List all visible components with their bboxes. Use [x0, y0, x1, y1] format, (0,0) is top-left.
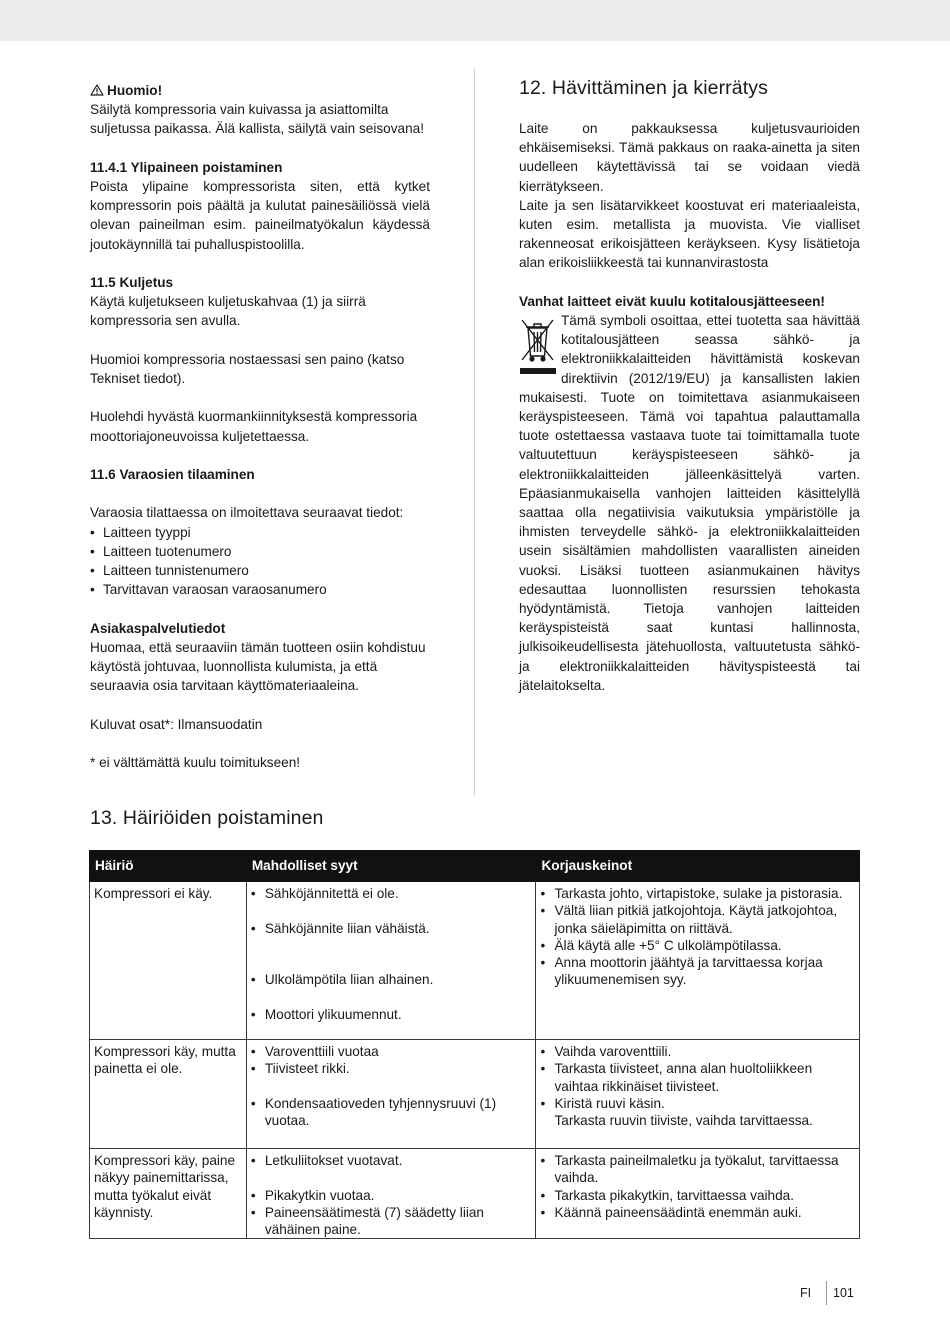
cause-item: • Sähköjännite liian vähäistä. — [251, 920, 532, 937]
section-13-title: 13. Häiriöiden poistaminen — [90, 807, 324, 829]
top-bar — [0, 0, 950, 41]
remedy-item: • Tarkasta tiivisteet, anna alan huoltoliikkeen vaihtaa rikkinäiset tiivisteet. — [540, 1060, 855, 1095]
section-11-4-1-text: Poista ylipaine kompressorista siten, että kytket kompressorin pois päältä ja kulutat painesäiliössä vielä olevan paineilman esim. paineilmatyökalun käydessä joutokäynnillä tai puhalluspistoolilla. — [90, 179, 430, 252]
service-info-text: Huomaa, että seuraaviin tämän tuotteen osiin kohdistuu käytöstä johtuvaa, luonnollista kulumista, ja että seuraavia osia tarvitaan käyttömateriaaleina. — [90, 639, 426, 694]
section-11-5-text-2: Huomioi kompressoria nostaessasi sen paino (katso Tekniset tiedot). — [90, 351, 405, 386]
section-12-title: 12. Hävittäminen ja kierrätys — [519, 77, 768, 99]
service-info — [90, 619, 430, 696]
remedy-item: • Älä käytä alle +5° C ulkolämpötilassa. — [540, 937, 855, 954]
column-header-remedies: Korjauskeinot — [536, 851, 860, 882]
spacer — [251, 1169, 532, 1186]
service-info-title: Asiakaspalvelutiedot — [90, 620, 226, 636]
spare-parts-list — [90, 523, 430, 600]
section-11-6 — [90, 503, 430, 599]
causes-cell — [246, 882, 536, 1040]
wear-parts: Kuluvat osat*: Ilmansuodatin — [90, 716, 263, 732]
table-header-row — [90, 851, 860, 882]
spacer — [251, 902, 532, 919]
cause-item: • Sähköjännitettä ei ole. — [251, 885, 532, 902]
warning-text: Säilytä kompressoria vain kuivassa ja asiattomilta suljetussa paikassa. Älä kallista, säilytä vain seisovana! — [90, 102, 424, 137]
spacer — [251, 1078, 532, 1095]
list-item: • Laitteen tunnistenumero — [90, 561, 430, 580]
causes-cell — [246, 1149, 536, 1239]
old-devices-title: Vanhat laitteet eivät kuulu kotitalousjätteeseen! — [519, 293, 825, 309]
remedy-item: • Anna moottorin jäähtyä ja tarvittaessa korjaa ylikuumenemisen syy. — [540, 954, 855, 989]
right-column — [519, 74, 860, 695]
remedy-item: • Tarkasta johto, virtapistoke, sulake ja pistorasia. — [540, 885, 855, 902]
section-11-4-1 — [90, 158, 430, 254]
section-11-5 — [90, 273, 430, 331]
footnote: * ei välttämättä kuulu toimitukseen! — [90, 754, 301, 770]
cause-item: • Varoventtiili vuotaa — [251, 1043, 532, 1060]
spacer — [251, 989, 532, 1006]
remedy-item-continued: Tarkasta ruuvin tiiviste, vaihda tarvittaessa. — [554, 1113, 813, 1129]
warning-heading — [90, 81, 430, 100]
cause-item: • Tiivisteet rikki. — [251, 1060, 532, 1077]
section-11-4-1-title: 11.4.1 Ylipaineen poistaminen — [90, 159, 283, 175]
section-11-5-title: 11.5 Kuljetus — [90, 275, 174, 290]
causes-cell — [246, 1040, 536, 1149]
section-12-text-1: Laite on pakkauksessa kuljetusvaurioiden ehkäisemiseksi. Tämä pakkaus on raaka-ainetta ja siten uudelleen käytettävissä tai se voidaan viedä kierrätykseen. — [519, 121, 860, 194]
column-divider — [474, 68, 475, 796]
troubleshooting-table — [89, 850, 860, 1239]
section-12-text-2: Laite ja sen lisätarvikkeet koostuvat eri materiaaleista, kuten esim. metallista ja muovista. Vie vialliset rakenneosat erikoisjätteen keräykseen. Kysy lisätietoja alan erikoisliikkeestä tai kunnanvirastosta — [519, 197, 860, 271]
left-column — [90, 81, 430, 772]
warning-title: Huomio! — [107, 83, 163, 98]
spacer — [251, 937, 532, 972]
remedy-item: • Kiristä ruuvi käsin. — [540, 1095, 855, 1112]
section-11-5-text-1: Käytä kuljetukseen kuljetuskahvaa (1) ja siirrä kompressoria sen avulla. — [90, 294, 366, 329]
cause-item: • Letkuliitokset vuotavat. — [251, 1152, 532, 1169]
cause-item: • Moottori ylikuumennut. — [251, 1006, 532, 1023]
cause-item: • Kondensaatioveden tyhjennysruuvi (1) vuotaa. — [251, 1095, 532, 1130]
fault-cell: Kompressori käy, mutta painetta ei ole. — [90, 1040, 247, 1149]
remedy-item: • Käännä paineensäädintä enemmän auki. — [540, 1204, 855, 1221]
column-header-fault: Häiriö — [90, 851, 247, 882]
remedy-item: • Vaihda varoventtiili. — [540, 1043, 855, 1060]
section-11-5-text-3: Huolehdi hyvästä kuormankiinnityksestä kompressoria moottoriajoneuvoissa kuljetettaessa. — [90, 409, 418, 444]
footer-separator — [826, 1281, 827, 1305]
remedy-item: • Tarkasta pikakytkin, tarvittaessa vaihda. — [540, 1187, 855, 1204]
list-item: • Laitteen tuotenumero — [90, 542, 430, 561]
warning-block — [90, 81, 430, 139]
warning-triangle-icon — [90, 84, 104, 96]
list-item: • Laitteen tyyppi — [90, 523, 430, 542]
fault-cell: Kompressori käy, paine näkyy painemittarissa, mutta työkalut eivät käynnisty. — [90, 1149, 247, 1239]
remedy-item: • Vältä liian pitkiä jatkojohtoja. Käytä jatkojohtoa, jonka säieläpimitta on riittävä. — [540, 902, 855, 937]
cause-item: • Ulkolämpötila liian alhainen. — [251, 971, 532, 988]
section-11-6-intro: Varaosia tilattaessa on ilmoitettava seuraavat tiedot: — [90, 505, 404, 521]
table-row — [90, 1040, 860, 1149]
remedy-item: • Tarkasta paineilmaletku ja työkalut, tarvittaessa vaihda. — [540, 1152, 855, 1187]
footer-language: FI — [800, 1286, 812, 1300]
cause-item: • Pikakytkin vuotaa. — [251, 1187, 532, 1204]
fault-cell: Kompressori ei käy. — [90, 882, 247, 1040]
table-row — [90, 1149, 860, 1239]
old-devices-text: Tämä symboli osoittaa, ettei tuotetta saa hävittää kotitalousjätteen seassa sähkö- ja elektroniikkalaitteiden hävittämistä koskevan direktiivin (2012/19/EU) ja kansallisten lakien mukaisesti. Tuote on toimitettava asianmukaiseen keräyspisteeseen. Tämä voi tapahtua palauttamalla tuote ostettaessa vastaava tuote tai toimittamalla tuote valtuutettuun keräyspisteeseen sähkö- ja elektroniikkalaitteiden jälleenkäsittelyä varten. Epäasianmukaisella vanhojen laitteiden käsittelyllä saattaa olla negatiivisia vaikutuksia ympäristölle ja ihmisten terveydelle sähkö- ja elektroniikkalaitteiden usein sisältämien mahdollisten vaarallisten aineiden vuoksi. Lisäksi tuotteen asianmukainen hävitys edesauttaa luonnollisten resurssien tehokasta hyödyntämistä. Tietoja vanhojen laitteiden keräyspisteistä saat kuntasi hallinnosta, julkisoikeudellisesta jätehuollosta, valtuutetusta sähkö- ja elektroniikkalaitteiden hävityspisteestä tai jätelaitokselta. — [519, 313, 860, 693]
column-header-causes: Mahdolliset syyt — [246, 851, 536, 882]
table-row — [90, 882, 860, 1040]
list-item: • Tarvittavan varaosan varaosanumero — [90, 580, 430, 599]
crossed-out-bin-icon — [519, 314, 557, 376]
remedies-cell — [536, 882, 860, 1040]
cause-item: • Paineensäätimestä (7) säädetty liian vähäinen paine. — [251, 1204, 532, 1239]
section-12-texts — [519, 119, 860, 273]
remedies-cell — [536, 1149, 860, 1239]
old-devices-block — [519, 311, 860, 695]
section-11-6-title: 11.6 Varaosien tilaaminen — [90, 466, 255, 482]
remedies-cell — [536, 1040, 860, 1149]
page-number: 101 — [833, 1286, 854, 1300]
